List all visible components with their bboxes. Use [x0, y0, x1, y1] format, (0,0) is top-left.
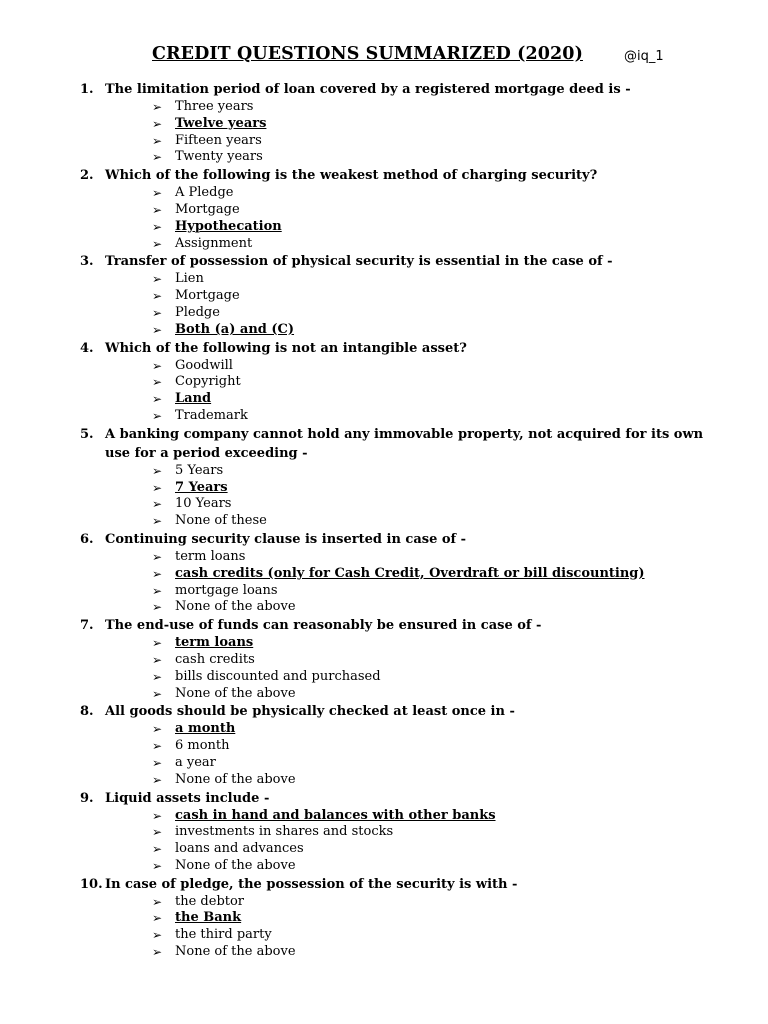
- arrow-bullet-icon: ➢: [152, 755, 163, 770]
- option-item: [0, 686, 768, 703]
- option-item: [0, 824, 768, 841]
- question-label: In case of pledge, the possession of the security is with -: [105, 876, 518, 892]
- option-list: [0, 635, 768, 702]
- option-item: [0, 944, 768, 961]
- question-number: 1.: [80, 82, 94, 97]
- option-item: [0, 408, 768, 425]
- arrow-bullet-icon: ➢: [152, 322, 163, 337]
- arrow-bullet-icon: ➢: [152, 514, 163, 529]
- question-list: [0, 80, 768, 961]
- option-item: [0, 772, 768, 789]
- option-label: Pledge: [175, 304, 220, 320]
- author-handle: @iq_1: [624, 49, 664, 64]
- question-item: [0, 166, 768, 252]
- option-item: [0, 236, 768, 253]
- question-item: [0, 80, 768, 166]
- option-label: None of the above: [175, 599, 296, 615]
- option-item: [0, 669, 768, 686]
- arrow-bullet-icon: ➢: [152, 636, 163, 651]
- option-label: A Pledge: [175, 185, 234, 201]
- option-item: [0, 755, 768, 772]
- option-label: term loans: [175, 635, 254, 651]
- option-label: Copyright: [175, 374, 241, 390]
- option-label: Three years: [175, 99, 254, 114]
- option-item: [0, 185, 768, 202]
- correct-option: [0, 910, 768, 927]
- question-number: 10.: [80, 876, 103, 892]
- question-item: [0, 789, 768, 875]
- arrow-bullet-icon: ➢: [152, 722, 163, 737]
- question-number: 2.: [80, 168, 94, 184]
- arrow-bullet-icon: ➢: [152, 686, 163, 701]
- question-text: [0, 530, 705, 549]
- option-item: [0, 599, 768, 616]
- question-label: The limitation period of loan covered by a registered mortgage deed is -: [105, 82, 631, 97]
- arrow-bullet-icon: ➢: [152, 911, 163, 926]
- option-label: Lien: [175, 271, 204, 287]
- arrow-bullet-icon: ➢: [152, 219, 163, 234]
- option-label: a month: [175, 721, 236, 737]
- question-item: [0, 616, 768, 702]
- arrow-bullet-icon: ➢: [152, 463, 163, 478]
- option-item: [0, 288, 768, 305]
- option-label: mortgage loans: [175, 582, 278, 598]
- question-item: [0, 530, 768, 616]
- option-label: Land: [175, 391, 212, 407]
- correct-option: [0, 635, 768, 652]
- option-label: a year: [175, 754, 216, 770]
- option-item: [0, 894, 768, 911]
- question-item: [0, 339, 768, 425]
- option-item: [0, 738, 768, 755]
- arrow-bullet-icon: ➢: [152, 842, 163, 857]
- option-item: [0, 858, 768, 875]
- arrow-bullet-icon: ➢: [152, 358, 163, 373]
- option-label: the debtor: [175, 893, 245, 909]
- question-number: 9.: [80, 790, 94, 806]
- option-item: [0, 583, 768, 600]
- question-label: Transfer of possession of physical security is essential in the case of -: [105, 254, 613, 270]
- arrow-bullet-icon: ➢: [152, 583, 163, 598]
- arrow-bullet-icon: ➢: [152, 669, 163, 684]
- question-label: The end-use of funds can reasonably be ensured in case of -: [105, 618, 542, 634]
- arrow-bullet-icon: ➢: [152, 945, 163, 960]
- arrow-bullet-icon: ➢: [152, 202, 163, 217]
- option-item: [0, 305, 768, 322]
- question-item: [0, 702, 768, 788]
- correct-option: [0, 219, 768, 236]
- question-text: [0, 252, 705, 271]
- arrow-bullet-icon: ➢: [152, 100, 163, 114]
- question-text: [0, 80, 705, 99]
- option-item: [0, 99, 768, 116]
- arrow-bullet-icon: ➢: [152, 497, 163, 512]
- arrow-bullet-icon: ➢: [152, 858, 163, 873]
- question-label: Continuing security clause is inserted in case of -: [105, 531, 467, 547]
- option-item: [0, 652, 768, 669]
- arrow-bullet-icon: ➢: [152, 375, 163, 390]
- arrow-bullet-icon: ➢: [152, 566, 163, 581]
- arrow-bullet-icon: ➢: [152, 928, 163, 943]
- option-label: 6 month: [175, 738, 230, 754]
- option-list: [0, 185, 768, 252]
- question-number: 7.: [80, 618, 94, 634]
- question-text: [0, 875, 705, 894]
- question-text: [0, 425, 705, 463]
- arrow-bullet-icon: ➢: [152, 133, 163, 148]
- arrow-bullet-icon: ➢: [152, 392, 163, 407]
- option-label: 5 Years: [175, 462, 224, 478]
- arrow-bullet-icon: ➢: [152, 600, 163, 615]
- question-number: 3.: [80, 254, 94, 270]
- correct-option: [0, 116, 768, 133]
- option-label: Twenty years: [175, 149, 263, 165]
- arrow-bullet-icon: ➢: [152, 808, 163, 823]
- question-text: [0, 166, 705, 185]
- option-label: Twelve years: [175, 115, 267, 131]
- arrow-bullet-icon: ➢: [152, 272, 163, 287]
- option-label: Hypothecation: [175, 218, 282, 234]
- arrow-bullet-icon: ➢: [152, 116, 163, 131]
- question-text: [0, 339, 705, 358]
- page-title: CREDIT QUESTIONS SUMMARIZED (2020): [152, 44, 583, 64]
- arrow-bullet-icon: ➢: [152, 289, 163, 304]
- correct-option: [0, 808, 768, 825]
- arrow-bullet-icon: ➢: [152, 652, 163, 667]
- option-list: [0, 463, 768, 530]
- correct-option: [0, 480, 768, 497]
- option-item: [0, 927, 768, 944]
- arrow-bullet-icon: ➢: [152, 825, 163, 840]
- question-item: [0, 425, 768, 530]
- arrow-bullet-icon: ➢: [152, 236, 163, 251]
- option-list: [0, 358, 768, 425]
- option-label: cash credits: [175, 651, 255, 667]
- option-item: [0, 202, 768, 219]
- option-label: Fifteen years: [175, 132, 262, 148]
- option-label: investments in shares and stocks: [175, 824, 394, 840]
- option-list: [0, 721, 768, 788]
- question-number: 5.: [80, 426, 94, 442]
- option-label: loans and advances: [175, 841, 304, 857]
- arrow-bullet-icon: ➢: [152, 186, 163, 201]
- arrow-bullet-icon: ➢: [152, 549, 163, 564]
- option-label: None of the above: [175, 857, 296, 873]
- option-item: [0, 549, 768, 566]
- question-text: [0, 616, 705, 635]
- arrow-bullet-icon: ➢: [152, 408, 163, 423]
- option-item: [0, 149, 768, 166]
- option-label: 10 Years: [175, 496, 232, 512]
- option-label: None of these: [175, 513, 267, 529]
- option-item: [0, 463, 768, 480]
- option-label: cash credits (only for Cash Credit, Overdraft or bill discounting): [175, 565, 645, 581]
- correct-option: [0, 566, 768, 583]
- question-label: A banking company cannot hold any immovable property, not acquired for its own use for a period exceeding -: [105, 426, 704, 461]
- correct-option: [0, 721, 768, 738]
- correct-option: [0, 322, 768, 339]
- option-label: the Bank: [175, 910, 242, 926]
- option-list: [0, 894, 768, 961]
- option-item: [0, 496, 768, 513]
- option-item: [0, 841, 768, 858]
- option-item: [0, 133, 768, 150]
- option-list: [0, 271, 768, 338]
- arrow-bullet-icon: ➢: [152, 739, 163, 754]
- option-list: [0, 808, 768, 875]
- question-label: Which of the following is not an intangible asset?: [105, 340, 467, 356]
- option-label: Trademark: [175, 407, 248, 423]
- option-label: Both (a) and (C): [175, 321, 295, 337]
- question-item: [0, 252, 768, 338]
- option-list: [0, 99, 768, 166]
- option-label: Mortgage: [175, 288, 240, 304]
- option-label: term loans: [175, 548, 246, 564]
- option-label: the third party: [175, 927, 272, 943]
- question-number: 6.: [80, 531, 94, 547]
- arrow-bullet-icon: ➢: [152, 480, 163, 495]
- option-label: Assignment: [175, 235, 253, 251]
- question-text: [0, 789, 705, 808]
- option-label: bills discounted and purchased: [175, 668, 381, 684]
- option-item: [0, 358, 768, 375]
- question-item: [0, 875, 768, 961]
- arrow-bullet-icon: ➢: [152, 150, 163, 165]
- question-label: Which of the following is the weakest method of charging security?: [105, 168, 598, 184]
- question-label: All goods should be physically checked at least once in -: [105, 704, 515, 720]
- option-label: Mortgage: [175, 201, 240, 217]
- option-label: None of the above: [175, 685, 296, 701]
- option-label: 7 Years: [175, 479, 228, 495]
- option-item: [0, 513, 768, 530]
- option-label: Goodwill: [175, 357, 233, 373]
- question-text: [0, 702, 705, 721]
- question-label: Liquid assets include -: [105, 790, 270, 806]
- arrow-bullet-icon: ➢: [152, 772, 163, 787]
- question-number: 4.: [80, 340, 94, 356]
- question-number: 8.: [80, 704, 94, 720]
- option-label: None of the above: [175, 944, 296, 960]
- arrow-bullet-icon: ➢: [152, 305, 163, 320]
- option-label: None of the above: [175, 771, 296, 787]
- option-item: [0, 374, 768, 391]
- option-item: [0, 271, 768, 288]
- option-list: [0, 549, 768, 616]
- arrow-bullet-icon: ➢: [152, 894, 163, 909]
- option-label: cash in hand and balances with other banks: [175, 807, 496, 823]
- correct-option: [0, 391, 768, 408]
